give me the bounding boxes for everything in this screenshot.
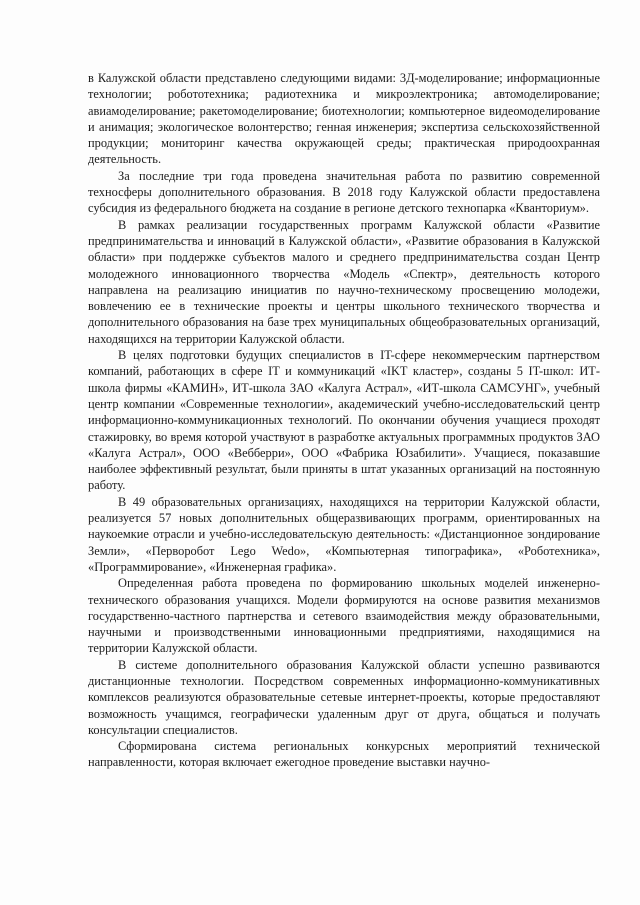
paragraph-4: В целях подготовки будущих специалистов в IT-сфере некоммерческим партнерством компаний, работающих в сфере IT и коммуникаций «IKT кластер», созданы 5 IT-школ: ИТ-школа фирмы «КАМИН», ИТ-школа ЗАО «Калуга Астрал», «ИТ-школа САМСУНГ», учебный центр компании «Современные технологии», академический учебно-исследовательский центр информационно-коммуникационных технологий. По окончании обучения учащиеся проходят стажировку, во время которой участвуют в разработке актуальных программных продуктов ЗАО «Калуга Астрал», ООО «Вебберри», ООО «Фабрика Юзабилити». Учащиеся, показавшие наиболее эффективный результат, были приняты в штат указанных организаций на постоянную работу.	[88, 348, 600, 493]
paragraph-7: В системе дополнительного образования Калужской области успешно развиваются дистанционные технологии. Посредством современных информационно-коммуникативных комплексов реализуются образовательные сетевые интернет-проекты, которые предоставляют возможность учащимся, географически удаленным друг от друга, общаться и получать консультации специалистов.	[88, 657, 600, 737]
paragraph-8: Сформирована система региональных конкурсных мероприятий технической направленности, которая включает ежегодное проведение выставки научно-	[88, 739, 600, 770]
paragraph-5: В 49 образовательных организациях, находящихся на территории Калужской области, реализуется 57 новых дополнительных общеразвивающих программ, ориентированных на наукоемкие отрасли и учебно-исследовательскую деятельность: «Дистанционное зондирование Земли», «Перворобот Lego Wedo», «Компьютерная типографика», «Роботехника», «Программирование», «Инженерная графика».	[88, 494, 600, 574]
paragraph-6: Определенная работа проведена по формированию школьных моделей инженерно-технического образования учащихся. Модели формируются на основе развития механизмов государственно-частного партнерства и сетевого взаимодействия между образовательными, научными и производственными инновационными предприятиями, находящимися на территории Калужской области.	[88, 576, 600, 656]
paragraph-1: в Калужской области представлено следующими видами: 3Д-моделирование; информационные технологии; робототехника; радиотехника и микроэлектроника; автомоделирование; авиамоделирование; ракетомоделирование; биотехнологии; компьютерное видеомоделирование и анимация; экологическое волонтерство; генная инженерия; экспертиза сельскохозяйственной продукции; мониторинг качества окружающей среды; практическая природоохранная деятельность.	[88, 71, 600, 167]
document-body	[88, 70, 600, 771]
paragraph-2: За последние три года проведена значительная работа по развитию современной техносферы дополнительного образования. В 2018 году Калужской области предоставлена субсидия из федерального бюджета на создание в регионе детского технопарка «Кванториум».	[88, 168, 600, 216]
paragraph-3: В рамках реализации государственных программ Калужской области «Развитие предпринимательства и инноваций в Калужской области», «Развитие образования в Калужской области» при поддержке субъектов малого и среднего предпринимательства создан Центр молодежного инновационного творчества «Модель «Спектр», деятельность которого направлена на реализацию инициатив по научно-техническому просвещению молодежи, вовлечению ее в технические проекты и центры школьного технического творчества и дополнительного образования на базе трех муниципальных общеобразовательных организаций, находящихся на территории Калужской области.	[88, 217, 600, 346]
